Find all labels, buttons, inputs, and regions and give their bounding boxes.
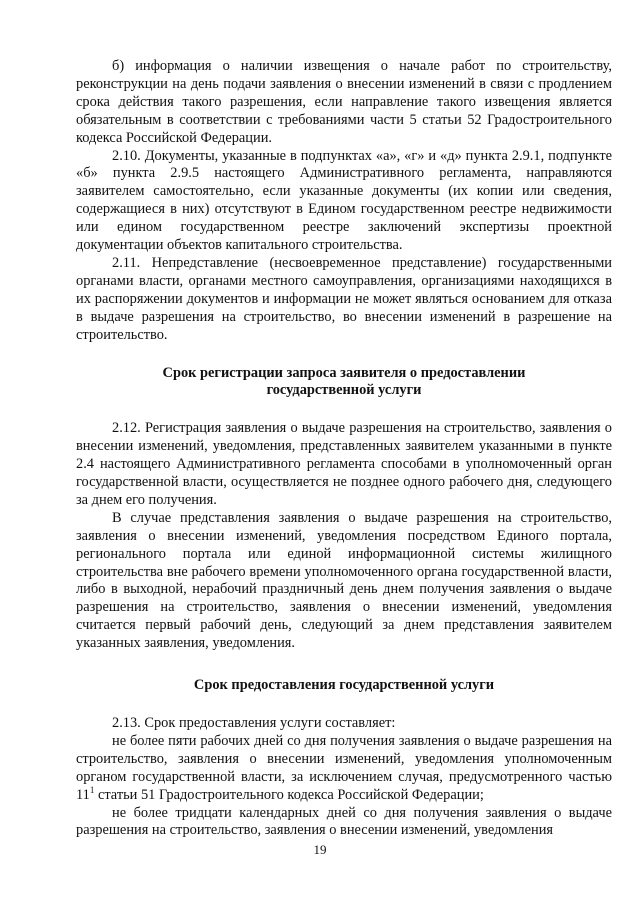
document-body (76, 58, 612, 840)
section-heading-term: Срок предоставления государственной услуги (193, 677, 495, 694)
heading-line-1: Срок регистрации запроса заявителя о предоставлении (162, 364, 526, 381)
section-heading-registration (76, 365, 612, 401)
page-number: 19 (313, 842, 327, 857)
paragraph-thirty-days: не более тридцати календарных дней со дня получения заявления о выдаче разрешения на строительство, заявления о внесении изменений, уведомления (76, 804, 612, 839)
paragraph-2-11: 2.11. Непредставление (несвоевременное представление) государственными органами власти, органами местного самоуправления, организациями находящихся в их распоряжении документов и информации не может являться основанием для отказа в выдаче разрешения на строительство, во внесении изменений в разрешение на строительство. (76, 254, 612, 343)
paragraph-2-13: 2.13. Срок предоставления услуги составляет: (112, 715, 396, 731)
paragraph-off-hours: В случае представления заявления о выдаче разрешения на строительство, заявления о внесении изменений, уведомления посредством Единого портала, регионального портала или единой информационной системы жилищного строительства вне рабочего времени уполномоченного органа государственной власти, либо в выходной, нерабочий праздничный день днем получения заявления о выдаче разрешения на строительство, заявления о внесении изменений, уведомления считается первый рабочий день, следующий за днем представления заявителем указанных заявления, уведомления. (76, 509, 612, 652)
five-days-text: не более пяти рабочих дней со дня получения заявления о выдаче разрешения на строительство, заявления о внесении изменений, уведомления уполномоченным органом государственной власти, за исключением случая, предусмотренного частью 11 (76, 732, 612, 803)
paragraph-2-12: 2.12. Регистрация заявления о выдаче разрешения на строительство, заявления о внесении изменений, уведомления, представленных заявителем указанными в пункте 2.4 настоящего Административного регламента способами в уполномоченный орган государственной власти, осуществляется не позднее одного рабочего дня, следующего за днем его получения. (76, 420, 612, 508)
five-days-text-end: статьи 51 Градостроительного кодекса Российской Федерации; (94, 786, 484, 803)
paragraph-five-days (76, 733, 612, 805)
superscript-index: 1 (89, 784, 95, 795)
paragraph-notice-info: б) информация о наличии извещения о начале работ по строительству, реконструкции на день подачи заявления о внесении изменений в связи с продлением срока действия такого разрешения, если направление такого извещения является обязательным в соответствии с требованиями части 5 статьи 52 Градостроительного кодекса Российской Федерации. (76, 58, 612, 146)
paragraph-2-10: 2.10. Документы, указанные в подпунктах «а», «г» и «д» пункта 2.9.1, подпункте «б» пункта 2.9.5 настоящего Административного регламента, направляются заявителем самостоятельно, если указанные документы (их копии или сведения, содержащиеся в них) отсутствуют в Едином государственном реестре недвижимости или едином государственном реестре заключений экспертизы проектной документации объектов капитального строительства. (76, 147, 612, 254)
heading-line-2: государственной услуги (266, 382, 422, 399)
